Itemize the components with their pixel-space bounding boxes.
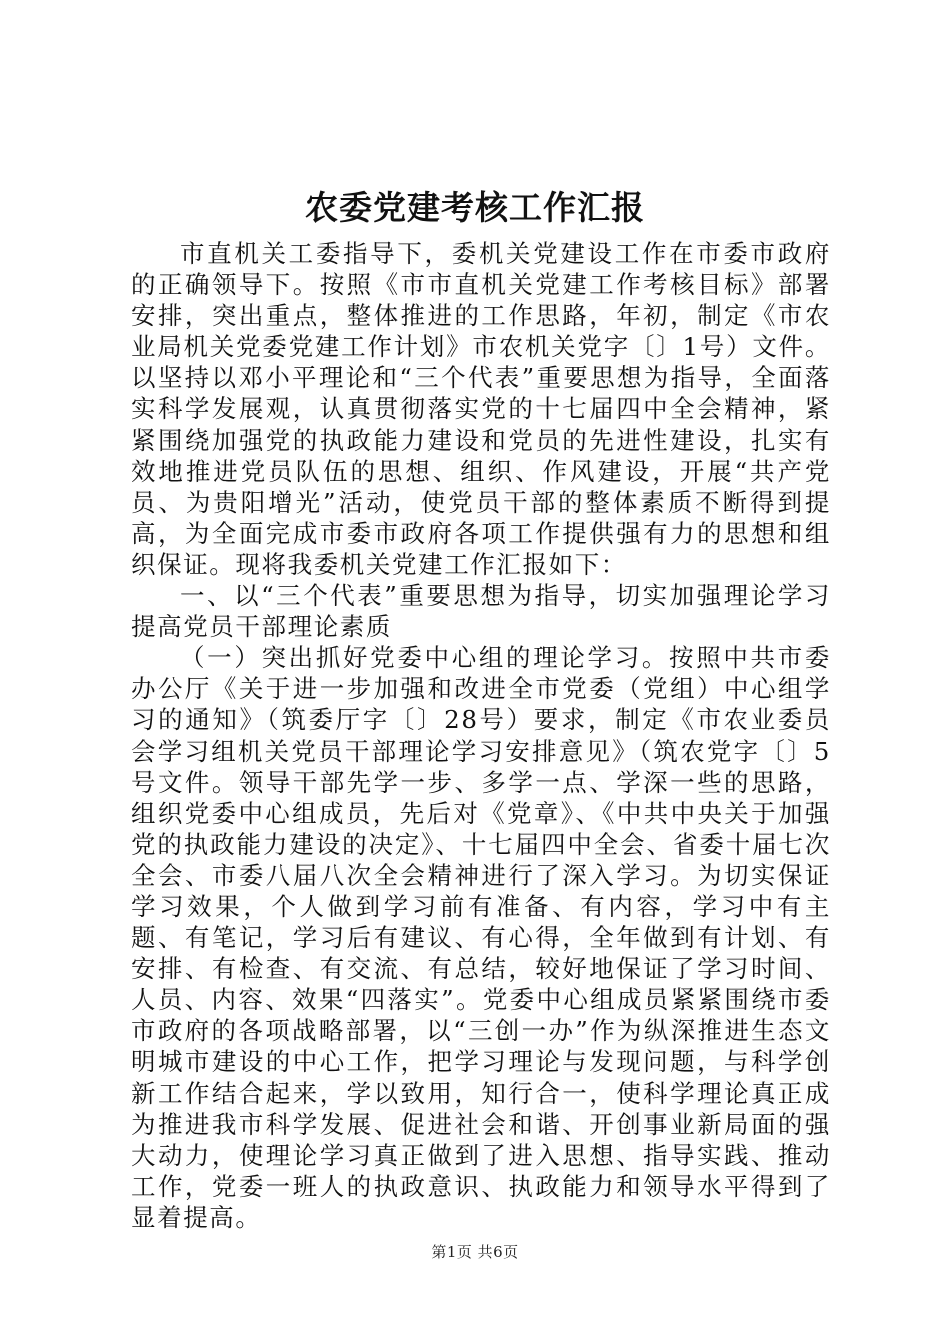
paragraph-intro: 市直机关工委指导下，委机关党建设工作在市委市政府的正确领导下。按照《市市直机关党建工作考核目标》部署安排，突出重点，整体推进的工作思路，年初，制定《市农业局机关党委党建工作计划》市农机关党字〔〕1号）文件。以坚持以邓小平理论和“三个代表”重要思想为指导，全面落实科学发展观，认真贯彻落实党的十七届四中全会精神，紧紧围绕加强党的执政能力建设和党员的先进性建设，扎实有效地推进党员队伍的思想、组织、作风建设，开展“共产党员、为贵阳增光”活动，使党员干部的整体素质不断得到提高，为全面完成市委市政府各项工作提供强有力的思想和组织保证。现将我委机关党建工作汇报如下： (131, 239, 831, 579)
page-footer: 第1页 共6页 (431, 1243, 519, 1261)
section-heading-1: 一、以“三个代表”重要思想为指导，切实加强理论学习提高党员干部理论素质 (131, 581, 831, 642)
paragraph-section-1-1: （一）突出抓好党委中心组的理论学习。按照中共市委办公厅《关于进一步加强和改进全市党委（党组）中心组学习的通知》（筑委厅字〔〕28号）要求，制定《市农业委员会学习组机关党员干部理论学习安排意见》（筑农党字〔〕5号文件。领导干部先学一步、多学一点、学深一些的思路，组织党委中心组成员，先后对《党章》、《中共中央关于加强党的执政能力建设的决定》、十七届四中全会、省委十届七次全会、市委八届八次全会精神进行了深入学习。为切实保证学习效果，个人做到学习前有准备、有内容，学习中有主题、有笔记，学习后有建议、有心得，全年做到有计划、有安排、有检查、有交流、有总结，较好地保证了学习时间、人员、内容、效果“四落实”。党委中心组成员紧紧围绕市委市政府的各项战略部署，以“三创一办”作为纵深推进生态文明城市建设的中心工作，把学习理论与发现问题，与科学创新工作结合起来，学以致用，知行合一，使科学理论真正成为推进我市科学发展、促进社会和谐、开创事业新局面的强大动力，使理论学习真正做到了进入思想、指导实践、推动工作，党委一班人的执政意识、执政能力和领导水平得到了显着提高。 (131, 643, 831, 1232)
page-title: 农委党建考核工作汇报 (305, 188, 645, 227)
document-body (131, 238, 831, 1233)
